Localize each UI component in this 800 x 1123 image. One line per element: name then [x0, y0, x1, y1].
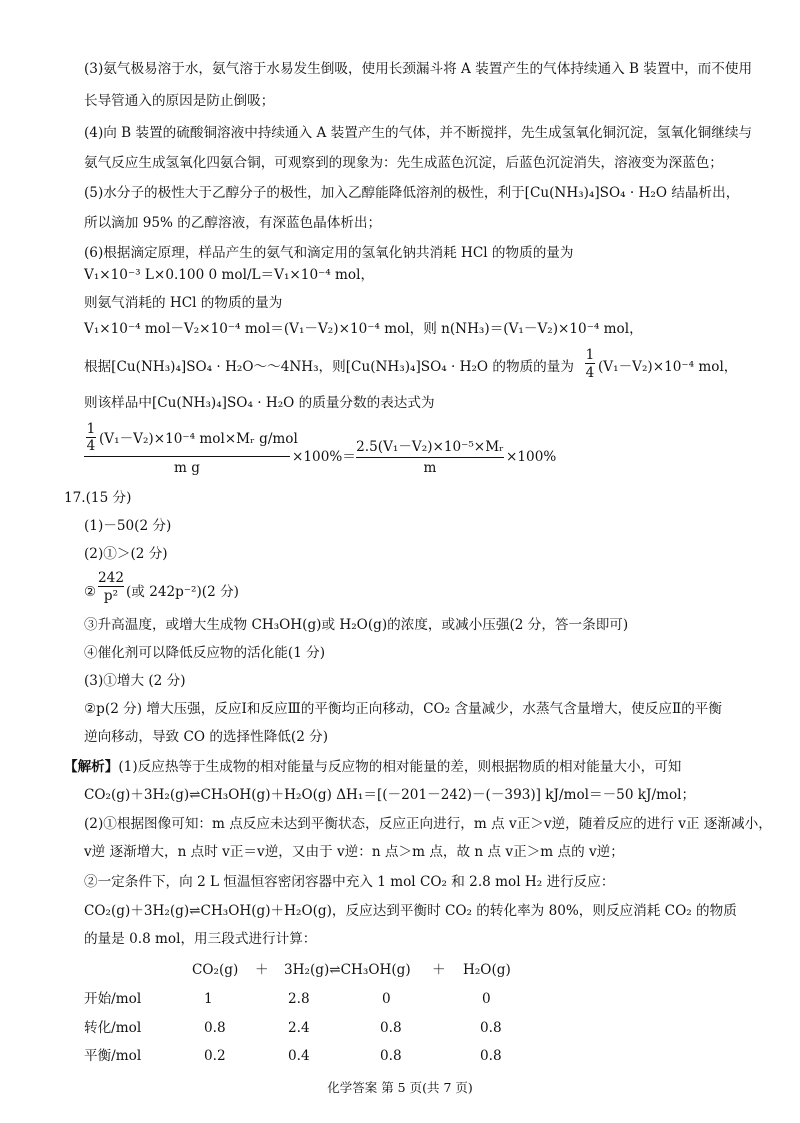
table-cell: 0: [382, 991, 391, 1007]
para-6-line-3: 则氨气消耗的 HCl 的物质的量为: [84, 295, 283, 311]
q17-answer-2-2-pre: ②: [84, 584, 97, 600]
question-17-heading: 17.(15 分): [64, 490, 132, 506]
q17-answer-3-2b: 逆向移动，导致 CO 的选择性降低(2 分): [84, 729, 329, 745]
fraction-bar: [86, 437, 96, 438]
para-5-line-2: 所以滴加 95% 的乙醇溶液，有深蓝色晶体析出；: [84, 215, 382, 231]
table-header-plus-2: ＋: [432, 962, 446, 978]
table-row-label: 开始/mol: [84, 991, 142, 1007]
q17-fraction: [98, 570, 124, 604]
analysis-line-3: (2)①根据图像可知：m 点反应未达到平衡状态，反应正向进行，m 点 v正＞v逆，随着反应的进行 v正 逐渐减小，: [84, 816, 772, 832]
formula-1-num-a: 1: [86, 421, 96, 437]
q17-fraction-num: 242: [98, 570, 124, 586]
para-6-line-6: 则该样品中[Cu(NH₃)₄]SO₄ · H₂O 的质量分数的表达式为: [84, 395, 435, 411]
para-6-line-2: V₁×10⁻³ L×0.100 0 mol/L＝V₁×10⁻⁴ mol，: [84, 267, 375, 283]
analysis-tag: 【解析】: [64, 759, 119, 775]
fraction-quarter-den: 4: [585, 365, 595, 381]
formula-1-bar: [84, 456, 290, 457]
table-row-label: 转化/mol: [84, 1020, 142, 1036]
table-cell: 2.8: [288, 991, 310, 1007]
analysis-line-5: ②一定条件下，向 2 L 恒温恒容密闭容器中充入 1 mol CO₂ 和 2.8 mol H₂ 进行反应：: [84, 874, 615, 890]
para-6-line-4: V₁×10⁻⁴ mol－V₂×10⁻⁴ mol＝(V₁－V₂)×10⁻⁴ mol，则 n(NH₃)＝(V₁－V₂)×10⁻⁴ mol，: [84, 321, 643, 337]
table-cell: 0: [482, 991, 491, 1007]
para-3-line-2: 长导管通入的原因是防止倒吸；: [84, 93, 275, 109]
para-6-line-5: [84, 358, 574, 376]
para-3-line-1: (3)氨气极易溶于水，氨气溶于水易发生倒吸，使用长颈漏斗将 A 装置产生的气体持续通入 B 装置中，而不使用: [84, 61, 753, 77]
formula-1-den: m g: [174, 460, 200, 476]
q17-answer-1: (1)－50(2 分): [84, 518, 172, 534]
table-cell: 0.8: [480, 1048, 502, 1064]
q17-answer-3-2: ②p(2 分) 增大压强，反应Ⅰ和反应Ⅲ的平衡均正向移动，CO₂ 含量减少，水蒸气含量增大，使反应Ⅱ的平衡: [84, 701, 722, 717]
para-4-line-1: (4)向 B 装置的硫酸铜溶液中持续通入 A 装置产生的气体，并不断搅拌，先生成氢氧化铜沉淀，氢氧化铜继续与: [84, 125, 753, 141]
table-cell: 0.8: [380, 1020, 402, 1036]
table-cell: 0.8: [480, 1020, 502, 1036]
formula-2-num: 2.5(V₁－V₂)×10⁻⁵×Mᵣ: [356, 439, 504, 455]
para-6-line-1: (6)根据滴定原理，样品产生的氨气和滴定用的氢氧化钠共消耗 HCl 的物质的量为: [84, 245, 574, 261]
formula-2-tail: ×100%: [506, 449, 557, 465]
para-6-line-5-post: (V₁－V₂)×10⁻⁴ mol，: [598, 359, 738, 375]
q17-fraction-den: p²: [103, 588, 119, 604]
table-row-label: 平衡/mol: [84, 1048, 142, 1064]
formula-1-num-b: 4: [86, 438, 96, 454]
page-footer: 化学答案 第 5 页(共 7 页): [327, 1080, 473, 1095]
table-cell: 0.8: [380, 1048, 402, 1064]
para-4-line-2: 氨气反应生成氢氧化四氨合铜，可观察到的现象为：先生成蓝色沉淀，后蓝色沉淀消失，溶液变为深蓝色；: [84, 155, 723, 171]
analysis-line-2: CO₂(g)＋3H₂(g)⇌CH₃OH(g)＋H₂O(g) ΔH₁＝[(－201－242)－(－393)] kJ/mol＝－50 kJ/mol；: [84, 787, 696, 803]
formula-2-bar: [356, 457, 504, 458]
table-header-plus-1: ＋: [255, 962, 269, 978]
q17-answer-2-3: ③升高温度，或增大生成物 CH₃OH(g)或 H₂O(g)的浓度，或减小压强(2 分，答一条即可): [84, 617, 629, 633]
table-header-h2o: H₂O(g): [463, 962, 511, 978]
para-6-line-5-pre: 根据[Cu(NH₃)₄]SO₄ · H₂O～～4NH₃，则[Cu(NH₃)₄]SO₄ · H₂O 的物质的量为: [84, 359, 574, 375]
formula-2-den: m: [423, 460, 437, 476]
fraction-bar: [98, 586, 124, 587]
para-5-line-1: (5)水分子的极性大于乙醇分子的极性，加入乙醇能降低溶剂的极性，利于[Cu(NH₃)₄]SO₄ · H₂O 结晶析出，: [84, 185, 740, 201]
q17-answer-2-2-post: (或 242p⁻²)(2 分): [126, 584, 239, 600]
analysis-line-7: 的量是 0.8 mol，用三段式进行计算：: [84, 931, 317, 947]
table-cell: 0.8: [204, 1020, 226, 1036]
formula-1-mid: ×100%＝: [292, 449, 356, 465]
analysis-line-4: v逆 逐渐增大，n 点时 v正＝v逆，又由于 v逆：n 点＞m 点，故 n 点 v正＞m 点的 v逆；: [84, 844, 624, 860]
table-cell: 1: [204, 991, 213, 1007]
fraction-quarter-num: 1: [585, 347, 595, 363]
fraction-quarter: [584, 347, 596, 381]
analysis-line-1: [64, 758, 681, 776]
table-cell: 2.4: [288, 1020, 310, 1036]
table-header-co2: CO₂(g): [192, 962, 239, 978]
table-header-h2-ch3oh: 3H₂(g)⇌CH₃OH(g): [284, 962, 411, 978]
table-cell: 0.2: [204, 1048, 226, 1064]
q17-answer-2-4: ④催化剂可以降低反应物的活化能(1 分): [84, 645, 326, 661]
q17-answer-2-1: (2)①＞(2 分): [84, 546, 168, 562]
fraction-bar: [585, 363, 595, 364]
formula-1-num-rest: (V₁－V₂)×10⁻⁴ mol×Mᵣ g/mol: [99, 431, 298, 447]
table-cell: 0.4: [288, 1048, 310, 1064]
q17-answer-3-1: (3)①增大 (2 分): [84, 673, 186, 689]
formula-1-num-frac: [85, 422, 97, 454]
analysis-text-1: (1)反应热等于生成物的相对能量与反应物的相对能量的差，则根据物质的相对能量大小，可知: [118, 759, 682, 775]
analysis-line-6: CO₂(g)＋3H₂(g)⇌CH₃OH(g)＋H₂O(g)，反应达到平衡时 CO₂ 的转化率为 80%，则反应消耗 CO₂ 的物质: [84, 903, 737, 919]
